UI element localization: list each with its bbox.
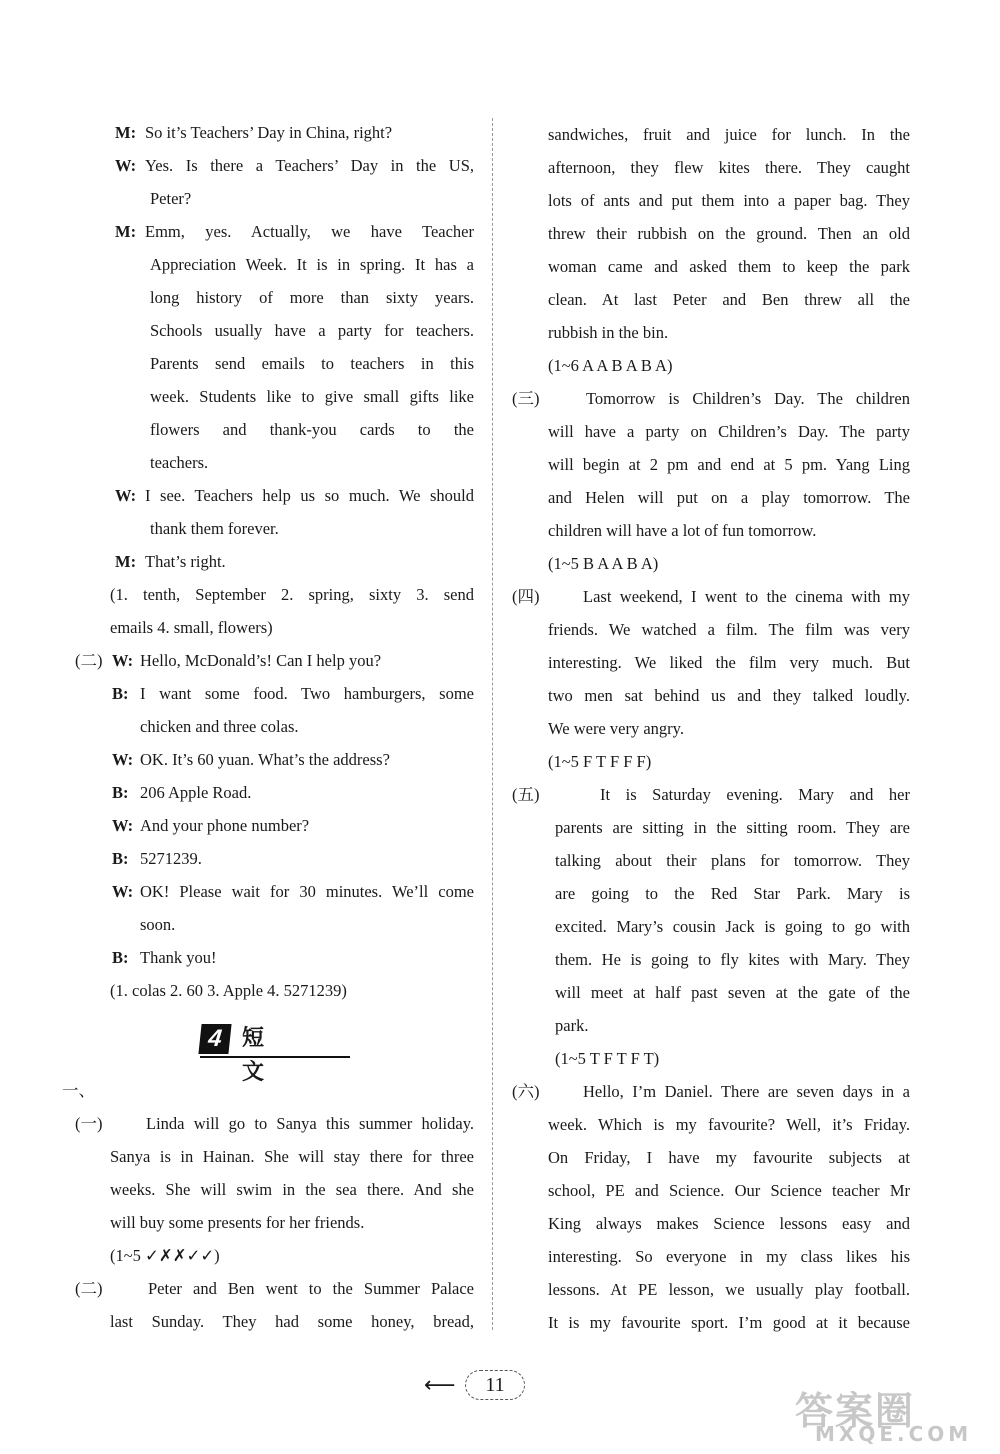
dialog-line: Peter? (150, 189, 192, 208)
passage-line: Hello, I’m Daniel. There are seven days in a (583, 1082, 910, 1101)
passage-line: sandwiches, fruit and juice for lunch. In the (548, 125, 910, 144)
speaker-label: B: (112, 684, 129, 703)
page-number: 11 (485, 1374, 505, 1396)
speaker-label: M: (115, 222, 137, 241)
dialog-line: flowers and thank-you cards to the (150, 420, 474, 439)
passage-line: Tomorrow is Children’s Day. The children (586, 389, 910, 408)
answer-line: (1~5 ✓✗✗✓✓) (110, 1246, 220, 1265)
speaker-label: W: (115, 486, 137, 505)
passage-line: weeks. She will swim in the sea there. And she (110, 1180, 474, 1199)
dialog-line: That’s right. (145, 552, 226, 571)
speaker-label: W: (112, 750, 134, 769)
passage-line: threw their rubbish on the ground. Then an old (548, 224, 910, 243)
passage-label: (二) (75, 1279, 103, 1298)
passage-label: (五) (512, 785, 540, 804)
passage-label: (四) (512, 587, 540, 606)
dialog-line: teachers. (150, 453, 209, 472)
passage-line: are going to the Red Star Park. Mary is (555, 884, 910, 903)
passage-line: parents are sitting in the sitting room. They are (555, 818, 910, 837)
dialog-line: Thank you! (140, 948, 217, 967)
passage-line: It is Saturday evening. Mary and her (600, 785, 910, 804)
speaker-label: W: (112, 816, 134, 835)
arrow-ornament-icon: ⟵ (424, 1373, 456, 1398)
dialog-line: And your phone number? (140, 816, 310, 835)
answer-line: (1. colas 2. 60 3. Apple 4. 5271239) (110, 981, 347, 1000)
dialog-line: I want some food. Two hamburgers, some (140, 684, 474, 703)
passage-line: them. He is going to fly kites with Mary. They (555, 950, 910, 969)
section-title: 短文 (242, 1026, 305, 1085)
passage-line: Peter and Ben went to the Summer Palace (148, 1279, 474, 1298)
speaker-label: B: (112, 948, 129, 967)
passage-line: talking about their plans for tomorrow. They (555, 851, 910, 870)
passage-line: On Friday, I have my favourite subjects at (548, 1148, 910, 1167)
watermark-url: MXQE.COM (815, 1422, 973, 1446)
passage-line: school, PE and Science. Our Science teacher Mr (548, 1181, 910, 1200)
speaker-label: M: (115, 123, 137, 142)
dialog-line: soon. (140, 915, 176, 934)
dialog-line: thank them forever. (150, 519, 279, 538)
dialog-line: So it’s Teachers’ Day in China, right? (145, 123, 393, 142)
speaker-label: W: (112, 882, 134, 901)
passage-line: rubbish in the bin. (548, 323, 669, 342)
dialog-line: 5271239. (140, 849, 202, 868)
dialog-line: Yes. Is there a Teachers’ Day in the US, (145, 156, 474, 175)
passage-line: Last weekend, I went to the cinema with my (583, 587, 910, 606)
passage-line: and Helen will put on a play tomorrow. The (548, 488, 910, 507)
passage-line: clean. At last Peter and Ben threw all the (548, 290, 910, 309)
watermark (785, 1380, 990, 1450)
speaker-label: M: (115, 552, 137, 571)
answer-line: (1~5 F T F F F) (548, 752, 652, 771)
passage-line: We were very angry. (548, 719, 684, 738)
heading-underline (200, 1056, 350, 1058)
answer-line: (1~5 T F T F T) (555, 1049, 660, 1068)
speaker-label: W: (112, 651, 134, 670)
passage-line: interesting. So everyone in my class likes his (548, 1247, 910, 1266)
passage-line: children will have a lot of fun tomorrow. (548, 521, 817, 540)
passage-line: Linda will go to Sanya this summer holiday. (146, 1114, 474, 1133)
dialog-line: Hello, McDonald’s! Can I help you? (140, 651, 382, 670)
passage-line: will have a party on Children’s Day. The party (548, 422, 910, 441)
dialog-line: Appreciation Week. It is in spring. It has a (150, 255, 474, 274)
section-number-badge: 4 (198, 1024, 231, 1054)
passage-line: King always makes Science lessons easy and (548, 1214, 910, 1233)
passage-label: (一) (75, 1114, 103, 1133)
answer-line: (1~5 B A A B A) (548, 554, 659, 573)
passage-line: interesting. We liked the film very much. But (548, 653, 910, 672)
passage-line: will begin at 2 pm and end at 5 pm. Yang Ling (548, 455, 910, 474)
passage-line: will meet at half past seven at the gate of the (555, 983, 910, 1002)
passage-line: week. Which is my favourite? Well, it’s Friday. (548, 1115, 910, 1134)
passage-line: will buy some presents for her friends. (110, 1213, 365, 1232)
column-divider (492, 118, 493, 1330)
dialog-line: week. Students like to give small gifts like (150, 387, 474, 406)
part-label: 一、 (62, 1081, 95, 1100)
dialog-line: Parents send emails to teachers in this (150, 354, 474, 373)
watermark-logo-text: 答案圈 (795, 1389, 916, 1433)
speaker-label: B: (112, 849, 129, 868)
section-heading (200, 1022, 350, 1085)
passage-line: park. (555, 1016, 589, 1035)
section-label: (二) (75, 651, 103, 670)
dialog-line: 206 Apple Road. (140, 783, 252, 802)
passage-label: (三) (512, 389, 540, 408)
passage-line: lots of ants and put them into a paper bag. They (548, 191, 910, 210)
dialog-line: I see. Teachers help us so much. We should (145, 486, 474, 505)
passage-line: last Sunday. They had some honey, bread, (110, 1312, 474, 1331)
passage-line: It is my favourite sport. I’m good at it because (548, 1313, 910, 1332)
speaker-label: B: (112, 783, 129, 802)
passage-line: two men sat behind us and they talked loudly. (548, 686, 910, 705)
passage-line: excited. Mary’s cousin Jack is going to go with (555, 917, 910, 936)
dialog-line: Schools usually have a party for teachers. (150, 321, 474, 340)
passage-line: afternoon, they flew kites there. They caught (548, 158, 910, 177)
passage-label: (六) (512, 1082, 540, 1101)
passage-line: Sanya is in Hainan. She will stay there for three (110, 1147, 474, 1166)
dialog-line: Emm, yes. Actually, we have Teacher (145, 222, 474, 241)
answer-line: (1~6 A A B A B A) (548, 356, 673, 375)
passage-line: woman came and asked them to keep the park (548, 257, 910, 276)
answer-line: (1. tenth, September 2. spring, sixty 3. send (110, 585, 474, 604)
answer-line: emails 4. small, flowers) (110, 618, 273, 637)
speaker-label: W: (115, 156, 137, 175)
dialog-line: OK! Please wait for 30 minutes. We’ll come (140, 882, 474, 901)
passage-line: friends. We watched a film. The film was very (548, 620, 910, 639)
dialog-line: chicken and three colas. (140, 717, 299, 736)
dialog-line: long history of more than sixty years. (150, 288, 474, 307)
passage-line: lessons. At PE lesson, we usually play football. (548, 1280, 910, 1299)
dialog-line: OK. It’s 60 yuan. What’s the address? (140, 750, 390, 769)
